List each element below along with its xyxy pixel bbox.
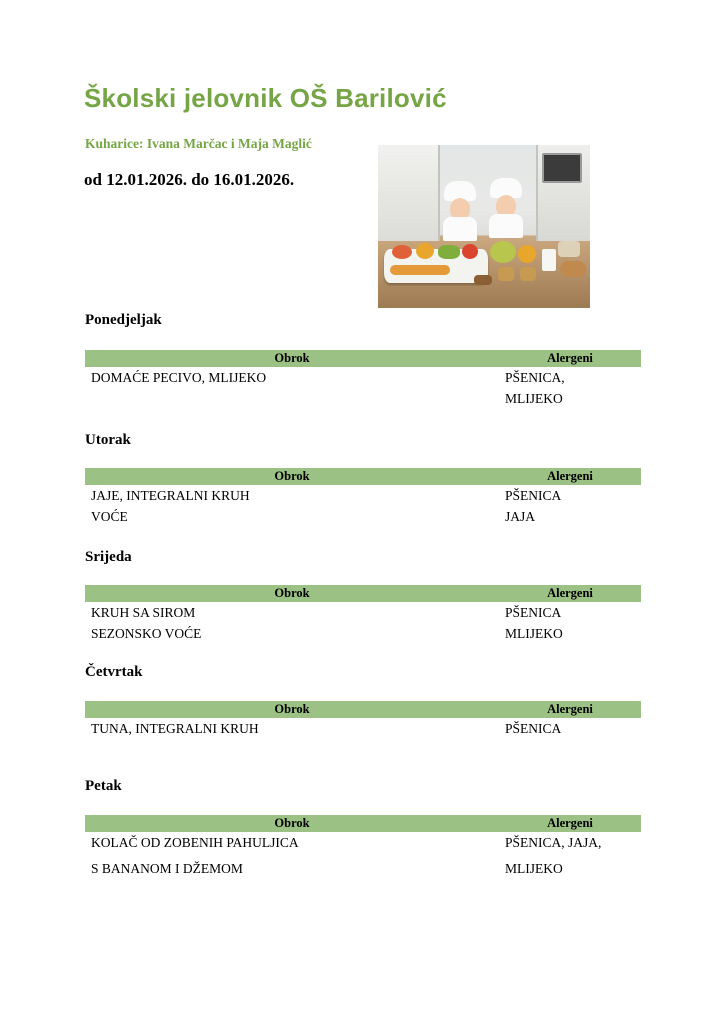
menu-table-ponedjeljak [85,350,641,409]
table-row [85,388,641,409]
column-header-meal: Obrok [85,350,499,367]
table-row [85,718,641,739]
meal-cell: TUNA, INTEGRALNI KRUH [91,721,259,736]
column-header-meal: Obrok [85,585,499,602]
cooks-line: Kuharice: Ivana Marčac i Maja Maglić [85,136,312,151]
carrot-icon [390,265,450,275]
bread-icon [560,261,586,277]
grapes-icon [490,241,516,263]
meal-cell: VOĆE [91,509,128,524]
day-heading-petak: Petak [85,778,122,794]
menu-table-petak [85,815,641,879]
allergens-cell: MLIJEKO [505,861,563,876]
table-row [85,485,641,506]
day-heading-srijeda: Srijeda [85,549,132,565]
table-header-row [85,350,641,367]
page-title: Školski jelovnik OŠ Barilović [84,83,447,113]
table-row [85,623,641,644]
column-header-meal: Obrok [85,468,499,485]
meal-cell: DOMAĆE PECIVO, MLIJEKO [91,370,267,385]
column-header-meal: Obrok [85,701,499,718]
menu-table-cetvrtak [85,701,641,739]
meal-cell: JAJE, INTEGRALNI KRUH [91,488,250,503]
column-header-meal: Obrok [85,815,499,832]
paprika-icon [462,244,478,259]
meal-cell: KOLAČ OD ZOBENIH PAHULJICA [91,835,299,850]
chef-coat-right [489,214,523,238]
milk-glass-icon [542,249,556,271]
table-row [85,853,641,879]
allergens-cell: MLIJEKO [505,626,563,641]
column-header-allergens: Alergeni [499,701,641,718]
menu-table-srijeda [85,585,641,644]
header-photo [378,145,590,308]
table-row [85,506,641,527]
pepper-icon [416,243,434,259]
allergens-cell: JAJA [505,509,536,524]
meal-cell: KRUH SA SIROM [91,605,196,620]
cereal-bowl-icon [558,241,580,257]
day-heading-cetvrtak: Četvrtak [85,664,143,680]
kitchen-cabinet-left [378,145,440,241]
table-row [85,367,641,388]
child-chef-right [486,178,526,236]
allergens-cell: PŠENICA, [505,370,565,385]
table-header-row [85,815,641,832]
column-header-allergens: Alergeni [499,468,641,485]
cutting-board-icon [474,275,492,285]
muffin-icon [520,267,536,281]
table-header-row [85,701,641,718]
tomato-icon [392,245,412,259]
date-range: od 12.01.2026. do 16.01.2026. [84,170,295,189]
allergens-cell: PŠENICA [505,488,562,503]
meal-cell [85,388,499,409]
column-header-allergens: Alergeni [499,815,641,832]
table-header-row [85,468,641,485]
allergens-cell: PŠENICA [505,721,562,736]
column-header-allergens: Alergeni [499,350,641,367]
muffin-icon [498,267,514,281]
chef-coat-left [443,217,477,241]
table-header-row [85,585,641,602]
document-content [84,0,642,1024]
oven-icon [542,153,582,183]
meal-cell: SEZONSKO VOĆE [91,626,202,641]
menu-table-utorak [85,468,641,527]
allergens-cell: PŠENICA, JAJA, [505,835,602,850]
orange-icon [518,245,536,263]
meal-cell: S BANANOM I DŽEMOM [91,861,243,876]
table-row [85,602,641,623]
day-heading-utorak: Utorak [85,432,131,448]
day-heading-ponedjeljak: Ponedjeljak [85,312,162,328]
column-header-allergens: Alergeni [499,585,641,602]
lettuce-icon [438,245,460,259]
table-row [85,832,641,853]
allergens-cell: PŠENICA [505,605,562,620]
allergens-cell: MLIJEKO [505,391,563,406]
child-chef-left [440,181,480,239]
